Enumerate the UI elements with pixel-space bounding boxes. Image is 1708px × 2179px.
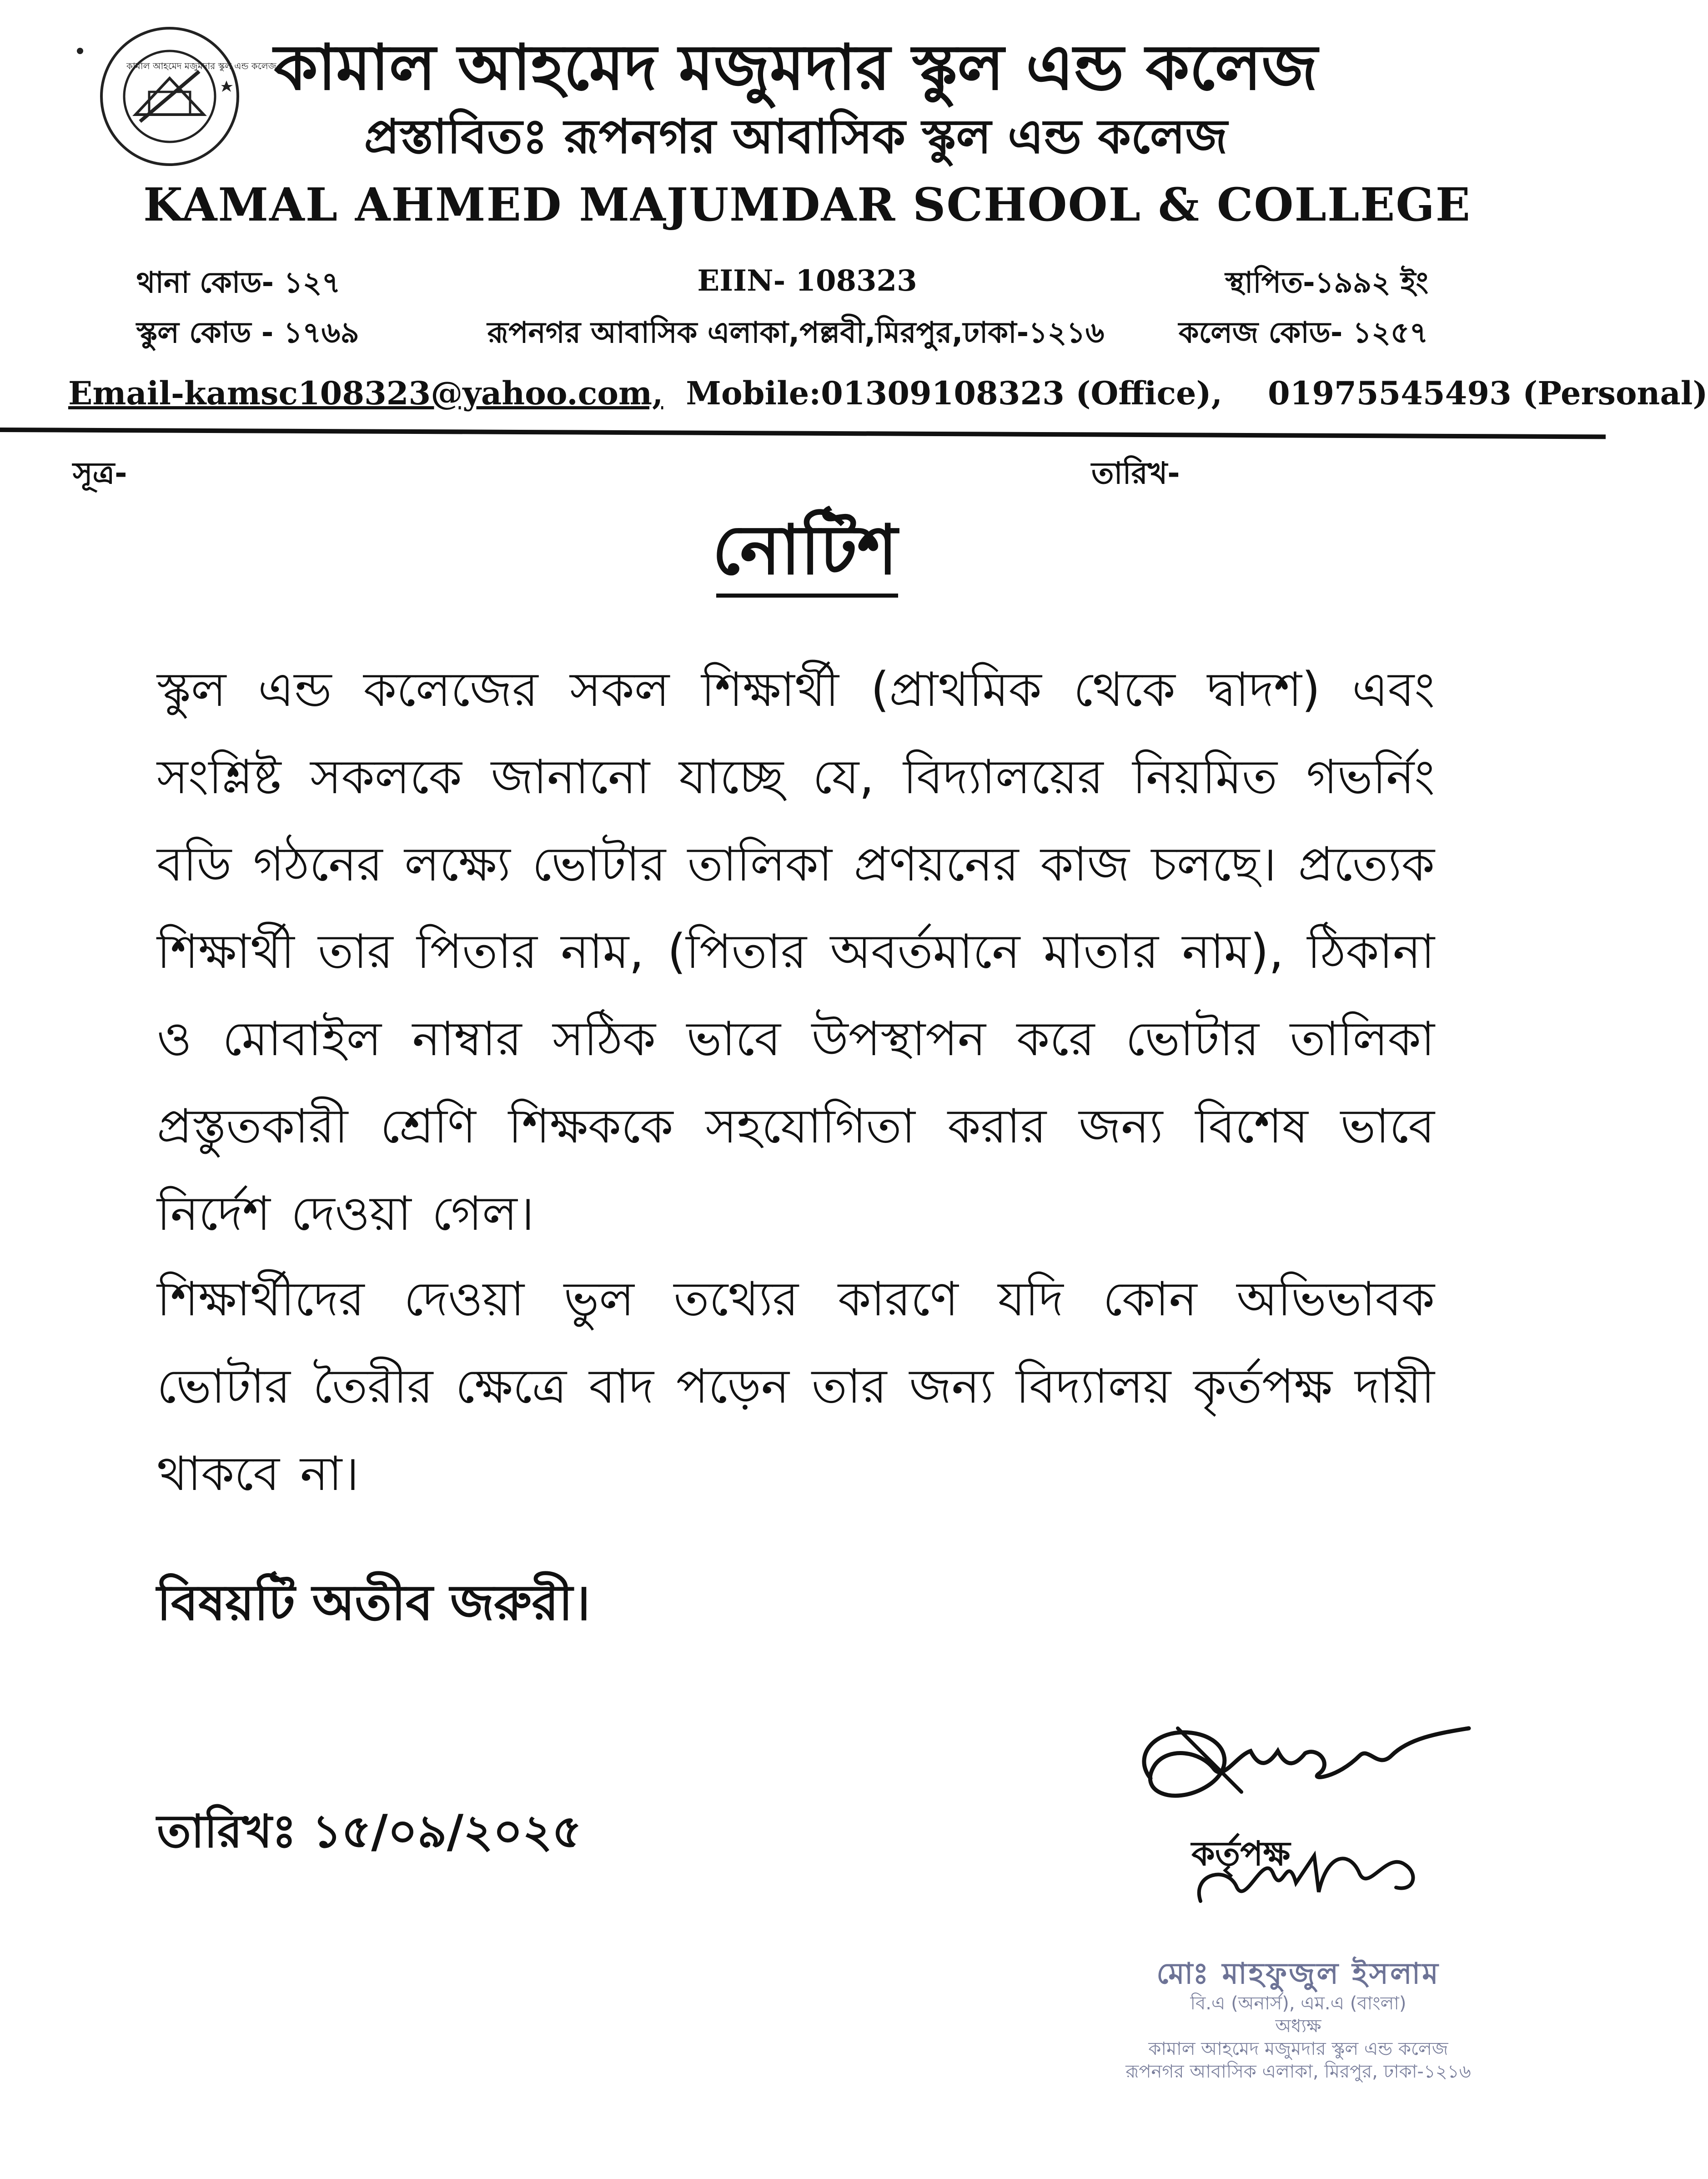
contact-line <box>68 374 1708 412</box>
notice-title-underline <box>716 594 898 598</box>
issue-date: তারিখঃ ১৫/০৯/২০২৫ <box>157 1805 582 1858</box>
school-address: রূপনগর আবাসিক এলাকা,পল্লবী,মিরপুর,ঢাকা-১২১৬ <box>487 316 1105 350</box>
urgent-statement: বিষয়টি অতীব জরুরী। <box>157 1575 591 1631</box>
stamp-qualification: বি.এ (অনার্স), এম.এ (বাংলা) <box>1190 1993 1407 2014</box>
mobile-office: Mobile:01309108323 (Office), <box>686 374 1223 412</box>
mobile-personal: 01975545493 (Personal) <box>1268 374 1708 412</box>
school-code: স্কুল কোড - ১৭৬৯ <box>136 316 359 350</box>
date-label: তারিখ- <box>1091 456 1180 491</box>
notice-paragraph-1: স্কুল এন্ড কলেজের সকল শিক্ষার্থী (প্রাথমিক থেকে দ্বাদশ) এবং সংশ্লিষ্ট সকলকে জানানো যাচ্ছে যে, বিদ্যালয়ের নিয়মিত গভর্নিং বডি গঠনের লক্ষ্যে ভোটার তালিকা প্রণয়নের কাজ চলছে। প্রত্যেক শিক্ষার্থী তার পিতার নাম, (পিতার অবর্তমানে মাতার নাম), ঠিকানা ও মোবাইল নাম্বার সঠিক ভাবে উপস্থাপন করে ভোটার তালিকা প্রস্তুতকারী শ্রেণি শিক্ষককে সহযোগিতা করার জন্য বিশেষ ভাবে নির্দেশ দেওয়া গেল। <box>157 662 1435 1241</box>
school-seal-logo <box>72 24 276 169</box>
proposed-name-bangla: প্রস্তাবিতঃ রূপনগর আবাসিক স্কুল এন্ড কলেজ <box>364 109 1228 164</box>
stamp-designation: অধ্যক্ষ <box>1275 2016 1321 2037</box>
official-stamp <box>1082 1956 1514 2083</box>
header-divider <box>0 428 1606 439</box>
seal-text: কামাল আহমেদ মজুমদার স্কুল এন্ড কলেজ <box>126 60 276 71</box>
reference-label: সূত্র- <box>73 456 127 491</box>
eiin-number: EIIN- 108323 <box>697 264 917 298</box>
founded-year: স্থাপিত-১৯৯২ ইং <box>1225 266 1428 300</box>
notice-paragraph-2: শিক্ষার্থীদের দেওয়া ভুল তথ্যের কারণে যদি কোন অভিভাবক ভোটার তৈরীর ক্ষেত্রে বাদ পড়েন তার জন্য বিদ্যালয় কৃর্তপক্ষ দায়ী থাকবে না। <box>157 1271 1435 1501</box>
school-name-english: KAMAL AHMED MAJUMDAR SCHOOL & COLLEGE <box>143 178 1471 231</box>
school-name-bangla: কামাল আহমেদ মজুমদার স্কুল এন্ড কলেজ <box>274 31 1318 104</box>
stamp-name: মোঃ মাহফুজুল ইসলাম <box>1156 1957 1440 1991</box>
authority-label: কর্তৃপক্ষ <box>1191 1834 1291 1873</box>
stamp-address: রূপনগর আবাসিক এলাকা, মিরপুর, ঢাকা-১২১৬ <box>1125 2061 1471 2082</box>
stamp-institution: কামাল আহমেদ মজুমদার স্কুল এন্ড কলেজ <box>1148 2038 1448 2059</box>
handwritten-signature <box>1123 1701 1478 1915</box>
notice-title: নোটিশ <box>712 511 898 590</box>
email-link[interactable]: Email-kamsc108323@yahoo.com, <box>68 374 663 412</box>
thana-code: থানা কোড- ১২৭ <box>136 266 341 300</box>
college-code: কলেজ কোড- ১২৫৭ <box>1178 316 1428 350</box>
